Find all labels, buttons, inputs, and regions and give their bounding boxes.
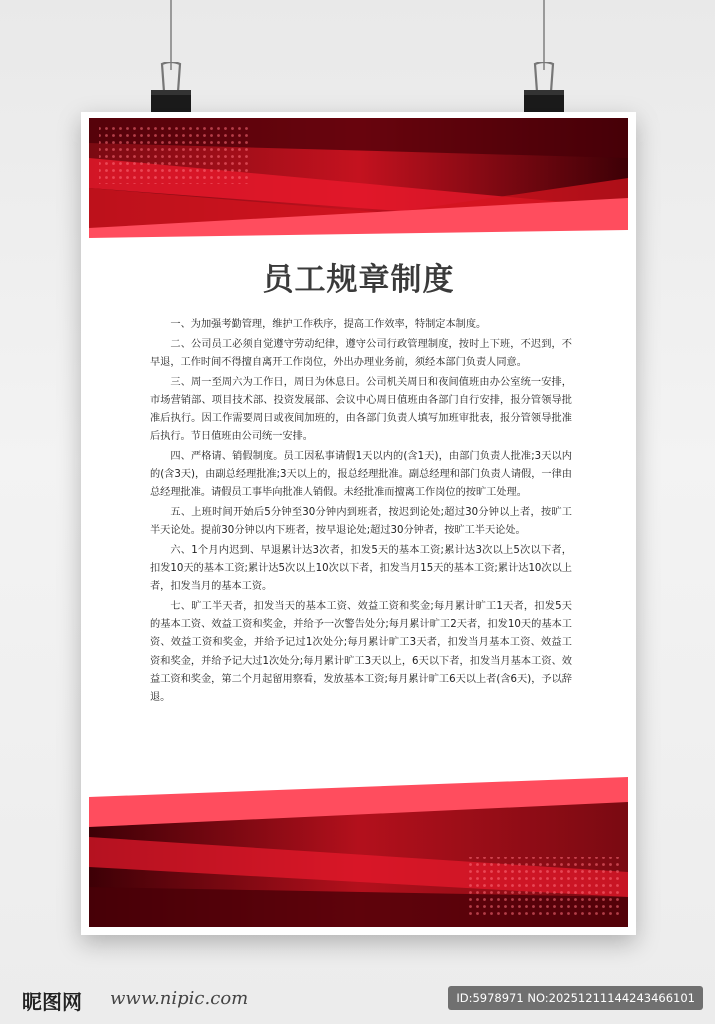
rule-paragraph-1: 一、为加强考勤管理，维护工作秩序，提高工作效率，特制定本制度。 <box>170 319 487 330</box>
hanging-wire-right <box>543 0 545 70</box>
watermark-footer <box>0 976 715 1018</box>
rule-paragraph-2: 二、公司员工必须自觉遵守劳动纪律，遵守公司行政管理制度，按时上下班，不迟到，不早退，工作时间不得擅自离开工作岗位，外出办理业务前，须经本部门负责人同意。 <box>150 338 572 368</box>
rule-paragraph-4: 四、严格请、销假制度。员工因私事请假1天以内的(含1天)，由部门负责人批准;3天以内的(含3天)，由副总经理批准;3天以上的，报总经理批准。副总经理和部门负责人请假，一律由总经理批准。请假员工事毕向批准人销假。未经批准而擅离工作岗位的按旷工处理。 <box>150 450 572 499</box>
poster <box>81 112 636 935</box>
hanging-wire-left <box>170 0 172 70</box>
rule-paragraph-3: 三、周一至周六为工作日，周日为休息日。公司机关周日和夜间值班由办公室统一安排，市场营销部、项目技术部、投资发展部、会议中心周日值班由各部门自行安排，报分管领导批准后执行。因工作需要周日或夜间加班的，由各部门负责人填写加班审批表，报分管领导批准后执行。节日值班由公司统一安排。 <box>150 376 572 443</box>
site-logo: 昵图网 <box>22 990 82 1014</box>
rule-paragraph-5: 五、上班时间开始后5分钟至30分钟内到班者，按迟到论处;超过30分钟以上者，按旷工半天论处。提前30分钟以内下班者，按早退论处;超过30分钟者，按旷工半天论处。 <box>150 507 572 537</box>
site-url: www.nipic.com <box>110 988 249 1009</box>
image-id-badge: ID:5978971 NO:20251211144243466101 <box>448 986 703 1010</box>
rules-body <box>150 316 572 709</box>
red-header-band <box>89 118 628 268</box>
red-footer-band <box>89 777 628 927</box>
rule-paragraph-7: 七、旷工半天者，扣发当天的基本工资、效益工资和奖金;每月累计旷工1天者，扣发5天的基本工资、效益工资和奖金，并给予一次警告处分;每月累计旷工2天者，扣发10天的基本工资、效益工资和奖金，并给予记过1次处分;每月累计旷工3天者，扣发当月基本工资、效益工资和奖金，并给予记大过1次处分;每月累计旷工3天以上，6天以下者，扣发当月基本工资、效益工资和奖金，第二个月起留用察看，发放基本工资;每月累计旷工6天以上者(含6天)，予以辞退。 <box>150 601 572 704</box>
poster-title: 员工规章制度 <box>262 262 455 298</box>
rule-paragraph-6: 六、1个月内迟到、早退累计达3次者，扣发5天的基本工资;累计达3次以上5次以下者，扣发10天的基本工资;累计达5次以上10次以下者，扣发当月15天的基本工资;累计达10次以上者，扣发当月的基本工资。 <box>150 544 572 593</box>
